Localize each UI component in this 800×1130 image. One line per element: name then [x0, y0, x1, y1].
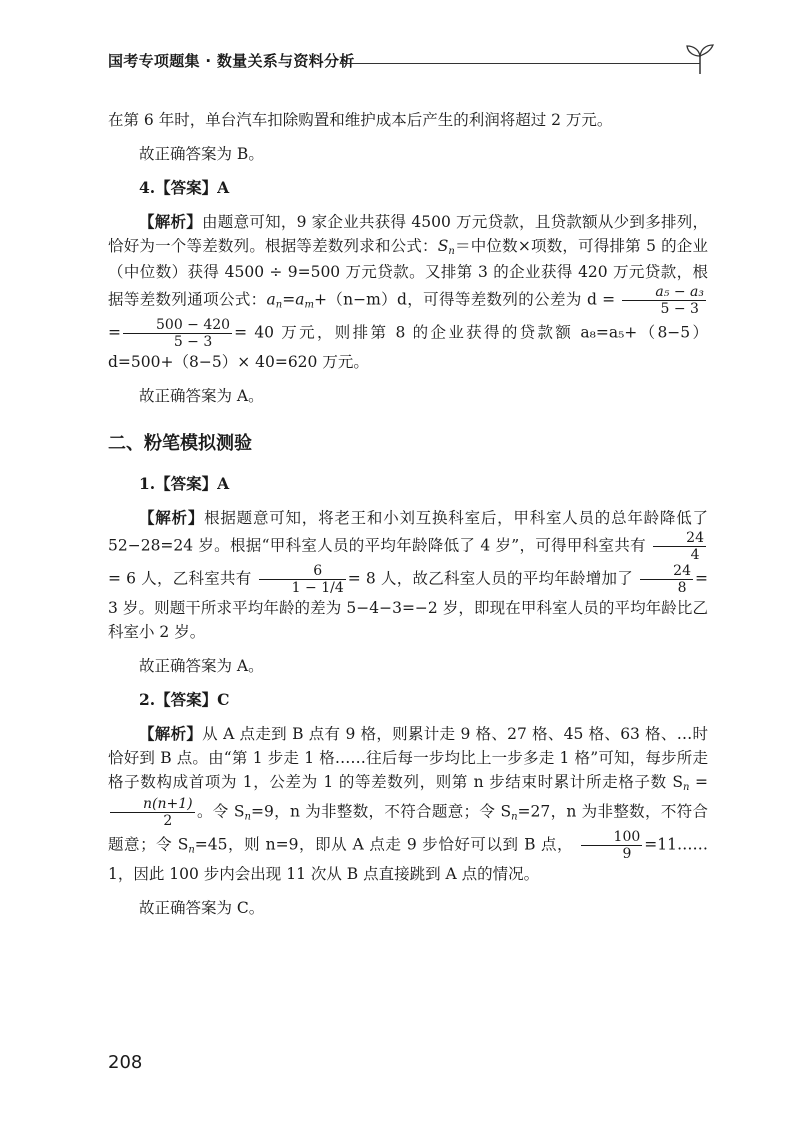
q4-text-d: a — [266, 290, 276, 309]
header-rule — [340, 63, 700, 64]
q1-frac1-num: 24 — [653, 530, 706, 547]
sprout-icon — [682, 42, 718, 76]
q2-answer — [108, 896, 708, 920]
q4-text-e-sub: m — [304, 299, 314, 311]
q1-fraction-1 — [653, 530, 706, 563]
prev-answer — [108, 142, 708, 166]
q2-text-c: =9，n 为非整数，不符合题意；令 S — [250, 802, 512, 821]
prev-ending-text: 在第 6 年时，单台汽车扣除购置和维护成本后产生的利润将超过 2 万元。 — [108, 111, 613, 129]
q1-jiexi-tag: 【解析】 — [139, 507, 205, 527]
q1-text-a: 根据题意可知，将老王和小刘互换科室后，甲科室人员的总年龄降低了 52−28=24 岁。根据“甲科室人员的平均年龄降低了 4 岁”，可得甲科室共有 — [108, 508, 708, 555]
q4-frac2-den: 5 − 3 — [173, 333, 213, 350]
q2-text-f: =11……1，因此 100 步内会出现 11 次从 B 点直接跳到 A 点的情况。 — [108, 835, 708, 884]
q2-fraction-1 — [110, 796, 195, 829]
q2-frac2-den: 9 — [622, 846, 632, 863]
q2-label: 2.【答案】C — [139, 690, 230, 710]
q1-text-d: = 3 岁。则题干所求平均年龄的差为 5−4−3=−2 岁，即现在甲科室人员的平均年龄比乙科室小 2 岁。 — [108, 569, 708, 642]
q4-frac1-num: a₅ − a₃ — [622, 284, 706, 301]
q2-text-d-sub: n — [188, 844, 195, 856]
q2-explanation — [108, 722, 708, 886]
q2-frac2-num: 100 — [581, 829, 643, 846]
paragraph-prev-ending — [108, 108, 708, 132]
q4-answer-label — [108, 176, 708, 200]
q1-answer — [108, 654, 708, 678]
q1-fraction-2 — [259, 563, 346, 596]
q4-answer-text: 故正确答案为 A。 — [139, 386, 264, 405]
q1-explanation — [108, 506, 708, 644]
q1-fraction-3 — [640, 563, 693, 596]
q2-jiexi-tag: 【解析】 — [139, 724, 203, 744]
q2-frac1-den: 2 — [163, 812, 173, 829]
q4-text-a: 由题意可知，9 家企业共获得 4500 万元贷款，且贷款额从少到多排列，恰好为一个等差数列。根据等差数列求和公式： — [108, 213, 708, 256]
q4-text-c: ＝中位数×项数，可得排第 5 的企业（中位数）获得 4500 ÷ 9=500 万元贷款。又排第 3 的企业获得 420 万元贷款，根据等差数列通项公式： — [108, 237, 708, 309]
q2-fraction-2 — [581, 829, 643, 862]
section-title: 二、粉笔模拟测验 — [108, 432, 252, 454]
q1-frac2-num: 6 — [259, 563, 346, 580]
q1-text-c: = 8 人，故乙科室人员的平均年龄增加了 — [347, 569, 633, 588]
q4-text-b: S — [437, 237, 449, 256]
q2-eq: = — [689, 773, 708, 792]
q4-label: 4.【答案】A — [139, 178, 230, 198]
q2-frac1-num: n(n+1) — [110, 796, 195, 813]
q4-explanation — [108, 210, 708, 374]
q1-frac2-den: 1 − 1/4 — [291, 580, 344, 597]
q4-fraction-1 — [622, 284, 706, 317]
q4-jiexi-tag: 【解析】 — [139, 212, 203, 232]
q1-frac1-den: 4 — [690, 547, 700, 563]
q4-eq: = — [108, 323, 121, 342]
q2-answer-text: 故正确答案为 C。 — [139, 899, 265, 918]
q4-text-g: = 40 万元，则排第 8 的企业获得的贷款额 a₈=a₅+（8−5）d=500+（8−5）× 40=620 万元。 — [108, 323, 708, 371]
q2-text-d: =27，n 为非整数，不符合题意；令 S — [108, 802, 709, 854]
q4-text-d-sub: n — [275, 299, 283, 311]
q2-text-a: 从 A 点走到 B 点有 9 格，则累计走 9 格、27 格、45 格、63 格、…时恰好到 B 点。由“第 1 步走 1 格……往后每一步均比上一步多走 1 格”可知，每步所走格子数构成首项为 1，公差为 1 的等差数列，则第 n 步结束时累计所走格子数 S — [108, 725, 708, 792]
q4-frac2-num: 500 − 420 — [123, 317, 232, 334]
q2-text-a-sub: n — [682, 782, 690, 794]
q1-frac3-num: 24 — [640, 563, 693, 580]
q1-text-b: = 6 人，乙科室共有 — [108, 569, 252, 588]
q2-text-c-sub: n — [511, 811, 518, 823]
header-title: 国考专项题集 · 数量关系与资料分析 — [108, 52, 355, 70]
q4-answer — [108, 384, 708, 408]
q4-fraction-2 — [123, 317, 232, 350]
q4-text-b-sub: n — [448, 246, 455, 258]
q2-text-b-sub: n — [244, 811, 251, 823]
q1-label: 1.【答案】A — [139, 473, 230, 493]
running-header — [108, 50, 716, 74]
q1-answer-label — [108, 472, 708, 496]
q2-answer-label — [108, 688, 708, 712]
q1-answer-text: 故正确答案为 A。 — [139, 657, 264, 676]
page-number: 208 — [108, 1052, 143, 1073]
q4-text-f: +（n−m）d，可得等差数列的公差为 d = — [313, 290, 616, 309]
q4-frac1-den: 5 − 3 — [660, 300, 699, 317]
q4-text-e: =a — [282, 290, 305, 309]
q2-text-b: 。令 S — [196, 802, 245, 821]
prev-answer-text: 故正确答案为 B。 — [139, 145, 264, 164]
q1-frac3-den: 8 — [677, 580, 687, 597]
page-content — [108, 108, 708, 920]
q2-text-e: =45，则 n=9，即从 A 点走 9 步恰好可以到 B 点， — [194, 835, 574, 854]
